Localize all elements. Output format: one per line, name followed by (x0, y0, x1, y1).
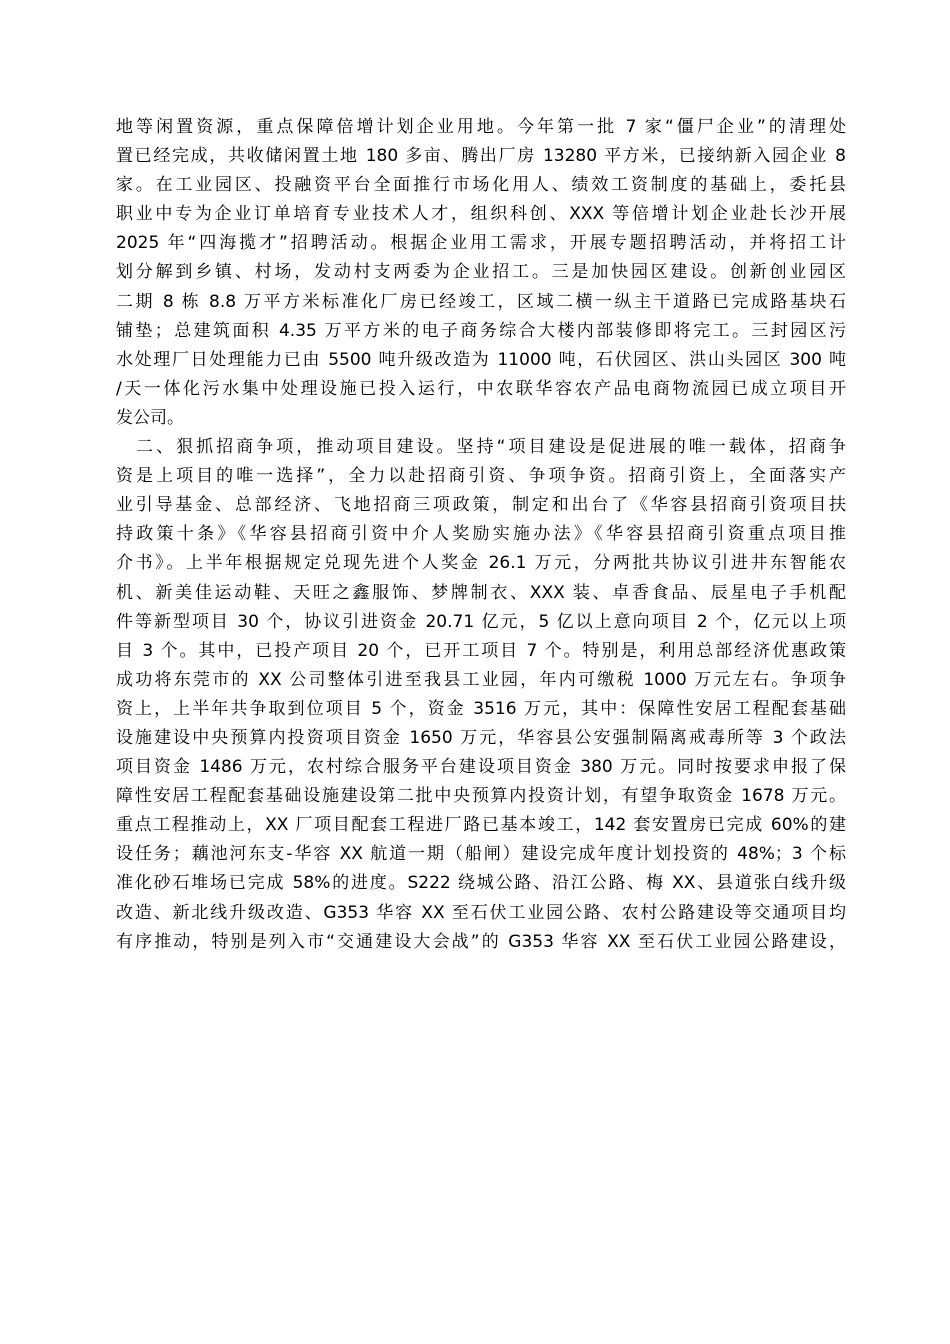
text-line: 重点工程推动上，XX 厂项目配套工程进厂路已基本竣工，142 套安置房已完成 60%的建 (116, 815, 846, 836)
text-line: 划分解到乡镇、村场，发动村支两委为企业招工。三是加快园区建设。创新创业园区 (116, 262, 846, 283)
text-line: 设任务；藕池河东支-华容 XX 航道一期（船闸）建设完成年度计划投资的 48%；3 个标 (116, 844, 846, 865)
section-heading-line: 二、狠抓招商争项，推动项目建设。坚持“项目建设是促进展的唯一载体，招商争 (116, 437, 846, 458)
text-line: 件等新型项目 30 个，协议引进资金 20.71 亿元，5 亿以上意向项目 2 个，亿元以上项 (116, 611, 846, 632)
text-line: 家。在工业园区、投融资平台全面推行市场化用人、绩效工资制度的基础上，委托县 (116, 175, 846, 196)
text-line: 成功将东莞市的 XX 公司整体引进至我县工业园，年内可缴税 1000 万元左右。争项争 (116, 669, 846, 690)
text-line: 介书》。上半年根据规定兑现先进个人奖金 26.1 万元，分两批共协议引进井东智能农 (116, 553, 846, 574)
text-line: 2025 年“四海揽才”招聘活动。根据企业用工需求，开展专题招聘活动，并将招工计 (116, 233, 846, 254)
text-line: 障性安居工程配套基础设施建设第二批中央预算内投资计划，有望争取资金 1678 万元。 (116, 786, 846, 807)
body-text (116, 113, 846, 957)
text-line: 资是上项目的唯一选择”，全力以赴招商引资、争项争资。招商引资上，全面落实产 (116, 466, 846, 487)
text-line: 业引导基金、总部经济、飞地招商三项政策，制定和出台了《华容县招商引资项目扶 (116, 495, 846, 516)
text-line: 地等闲置资源，重点保障倍增计划企业用地。今年第一批 7 家“僵尸企业”的清理处 (116, 117, 846, 137)
text-line: 资上，上半年共争取到位项目 5 个，资金 3516 万元，其中：保障性安居工程配套基础 (116, 698, 846, 719)
text-line: 设施建设中央预算内投资项目资金 1650 万元，华容县公安强制隔离戒毒所等 3 个政法 (116, 727, 846, 748)
text-line: 发公司。 (116, 407, 184, 428)
text-line: 有序推动，特别是列入市“交通建设大会战”的 G353 华容 XX 至石伏工业园公路建设， (116, 931, 846, 952)
text-line: 置已经完成，共收储闲置土地 180 多亩、腾出厂房 13280 平方米，已接纳新入园企业 8 (116, 146, 846, 167)
text-line: 准化砂石堆场已完成 58%的进度。S222 绕城公路、沿江公路、梅 XX、县道张白线升级 (116, 873, 846, 894)
text-line: 水处理厂日处理能力已由 5500 吨升级改造为 11000 吨，石伏园区、洪山头园区 300 吨 (116, 349, 846, 370)
text-line: 项目资金 1486 万元，农村综合服务平台建设项目资金 380 万元。同时按要求申报了保 (116, 757, 846, 778)
text-line: 职业中专为企业订单培育专业技术人才，组织科创、XXX 等倍增计划企业赴长沙开展 (116, 204, 846, 225)
text-line: 铺垫；总建筑面积 4.35 万平方米的电子商务综合大楼内部装修即将完工。三封园区污 (116, 320, 846, 341)
text-line: 目 3 个。其中，已投产项目 20 个，已开工项目 7 个。特别是，利用总部经济优惠政策 (116, 640, 846, 661)
text-line: 持政策十条》《华容县招商引资中介人奖励实施办法》《华容县招商引资重点项目推 (116, 524, 846, 545)
text-line: 二期 8 栋 8.8 万平方米标准化厂房已经竣工，区域二横一纵主干道路已完成路基块石 (116, 291, 846, 312)
text-line: 改造、新北线升级改造、G353 华容 XX 至石伏工业园公路、农村公路建设等交通项目均 (116, 902, 846, 923)
text-line: 机、新美佳运动鞋、天旺之鑫服饰、梦牌制衣、XXX 装、卓香食品、辰星电子手机配 (116, 582, 846, 603)
text-line: /天一体化污水集中处理设施已投入运行，中农联华容农产品电商物流园已成立项目开 (116, 378, 846, 399)
